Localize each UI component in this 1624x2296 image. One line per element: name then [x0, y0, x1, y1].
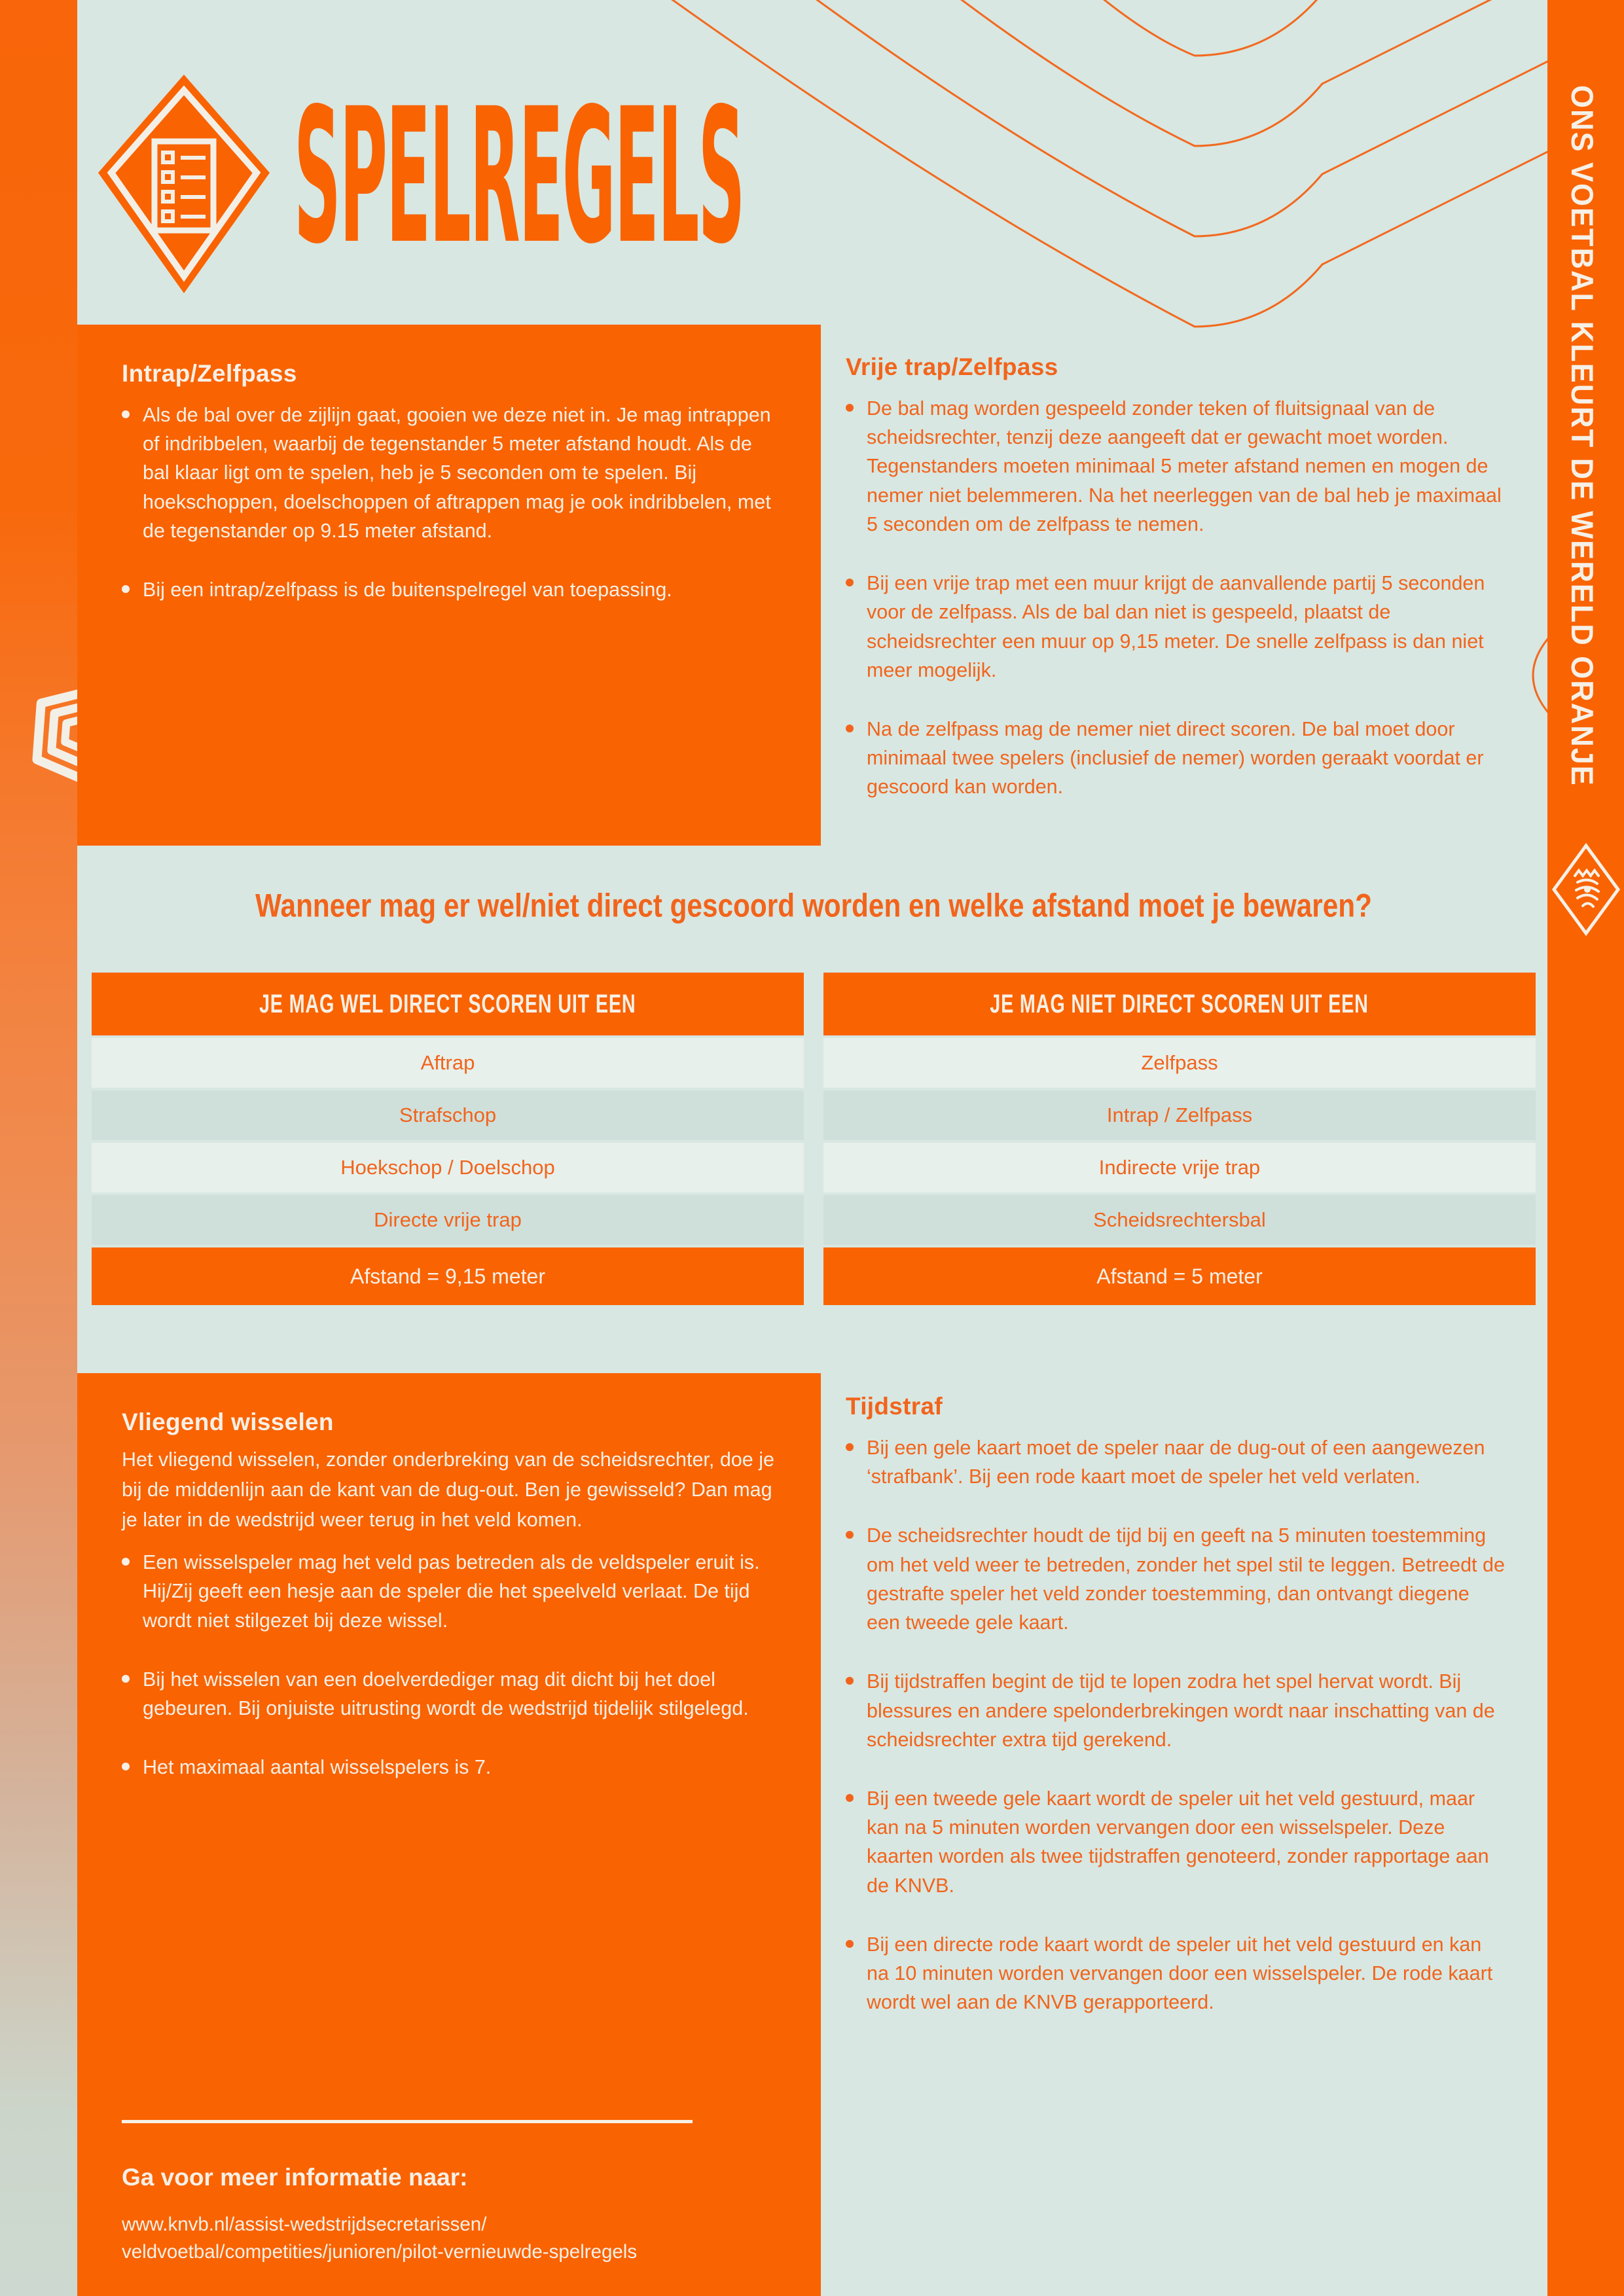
- vrije-trap-title: Vrije trap/Zelfpass: [846, 353, 1058, 380]
- bullet-dot-icon: [122, 1763, 130, 1770]
- bullet-dot-icon: [846, 1443, 854, 1451]
- tijdstraf-bullet-text: Bij tijdstraffen begint de tijd te lopen zodra het spel hervat wordt. Bij blessures en andere spelonderbrekingen wordt naar inschatting van de scheidsrechter extra tijd gerekend.: [867, 1670, 1495, 1751]
- table-footer-distance: Afstand = 9,15 meter: [92, 1247, 804, 1305]
- table-row: Zelfpass: [823, 1038, 1536, 1088]
- bullet-dot-icon: [846, 404, 854, 412]
- wisselen-bullet-text: Bij het wisselen van een doelverdediger mag dit dicht bij het doel gebeuren. Bij onjuiste uitrusting wordt de wedstrijd tijdelijk stilgelegd.: [143, 1668, 749, 1720]
- knvb-badge-icon: [1550, 842, 1622, 937]
- bullet-dot-icon: [122, 410, 130, 418]
- table-row: Aftrap: [92, 1038, 804, 1088]
- url-line: veldvoetbal/competities/junioren/pilot-vernieuwde-spelregels: [122, 2241, 638, 2263]
- scoring-tables: [92, 973, 1536, 1305]
- table-row: Intrap / Zelfpass: [823, 1090, 1536, 1140]
- bullet-dot-icon: [846, 725, 854, 732]
- intrap-title: Intrap/Zelfpass: [122, 360, 297, 387]
- table-row: Indirecte vrije trap: [823, 1143, 1536, 1193]
- left-gradient-strip: [0, 0, 77, 2296]
- bullet-dot-icon: [846, 579, 854, 586]
- table-may-score: [92, 973, 804, 1305]
- bullet-dot-icon: [846, 1677, 854, 1685]
- tijdstraf-bullet-text: Bij een gele kaart moet de speler naar de dug-out of een aangewezen ‘strafbank’. Bij een rode kaart moet de speler het veld verlaten.: [867, 1437, 1485, 1488]
- tijdstraf-bullet-text: Bij een tweede gele kaart wordt de speler uit het veld gestuurd, maar kan na 5 minuten worden vervangen door een wisselspeler. Deze kaarten worden als twee tijdstraffen genoteerd, zonder rapportage aan de KNVB.: [867, 1787, 1489, 1897]
- table-may-not-score: [823, 973, 1536, 1305]
- list-item: [122, 1548, 780, 1635]
- table-row: Strafschop: [92, 1090, 804, 1140]
- more-info-label: Ga voor meer informatie naar:: [122, 2164, 468, 2191]
- table-header-text: JE MAG NIET DIRECT SCOREN UIT EEN: [990, 988, 1369, 1018]
- section-tijdstraf: [846, 1393, 1508, 2017]
- url-line: www.knvb.nl/assist-wedstrijdsecretarissen/: [122, 2214, 487, 2236]
- vrije-trap-bullet-text: Na de zelfpass mag de nemer niet direct scoren. De bal moet door minimaal twee spelers (inclusief de nemer) worden geraakt voordat er gescoord kan worden.: [867, 717, 1484, 798]
- wisselen-title: Vliegend wisselen: [122, 1408, 334, 1435]
- list-item: [846, 569, 1508, 685]
- list-item: [846, 394, 1508, 539]
- list-item: [846, 1667, 1508, 1754]
- bullet-dot-icon: [122, 1675, 130, 1683]
- tijdstraf-title: Tijdstraf: [846, 1393, 943, 1420]
- table-row: Directe vrije trap: [92, 1195, 804, 1245]
- intrap-bullet-text: Bij een intrap/zelfpass is de buitenspelregel van toepassing.: [143, 579, 672, 601]
- table-header-text: JE MAG WEL DIRECT SCOREN UIT EEN: [259, 988, 636, 1018]
- table-header: [92, 973, 804, 1035]
- checklist-diamond-icon: [97, 73, 271, 295]
- scoring-heading: [92, 888, 1536, 923]
- list-item: [122, 1753, 780, 1782]
- wisselen-intro: Het vliegend wisselen, zonder onderbreking van de scheidsrechter, doe je bij de middenlijn aan de kant van de dug-out. Ben je gewisseld? Dan mag je later in de wedstrijd weer terug in het veld komen.: [122, 1448, 774, 1531]
- list-item: [846, 1930, 1508, 2017]
- bullet-dot-icon: [122, 585, 130, 593]
- vrije-trap-bullet-text: Bij een vrije trap met een muur krijgt de aanvallende partij 5 seconden voor de zelfpass. Als de bal dan niet is gespeeld, plaatst de scheidsrechter een muur op 9,15 meter. De snelle zelfpass is dan niet meer mogelijk.: [867, 572, 1485, 681]
- list-item: [846, 715, 1508, 802]
- table-row: Scheidsrechtersbal: [823, 1195, 1536, 1245]
- section-intrap-zelfpass: [77, 325, 821, 846]
- page-title: SPELREGELS: [294, 67, 744, 285]
- list-item: [122, 575, 780, 604]
- bullet-dot-icon: [846, 1531, 854, 1539]
- wisselen-bullet-text: Het maximaal aantal wisselspelers is 7.: [143, 1756, 492, 1779]
- tijdstraf-bullet-text: De scheidsrechter houdt de tijd bij en geeft na 5 minuten toestemming om het veld weer te betreden, zonder het spel stil te leggen. Betreedt de gestrafte speler het veld zonder toestemming, dan ontvangt diegene een tweede gele kaart.: [867, 1524, 1505, 1634]
- table-header: [823, 973, 1536, 1035]
- table-row: Hoekschop / Doelschop: [92, 1143, 804, 1193]
- tijdstraf-bullet-text: Bij een directe rode kaart wordt de speler uit het veld gestuurd en kan na 10 minuten worden vervangen door een wisselspeler. De rode kaart wordt wel aan de KNVB gerapporteerd.: [867, 1933, 1493, 2014]
- scoring-heading-text: Wanneer mag er wel/niet direct gescoord worden en welke afstand moet je bewaren?: [255, 886, 1372, 924]
- list-item: [846, 1433, 1508, 1491]
- intrap-bullet-text: Als de bal over de zijlijn gaat, gooien we deze niet in. Je mag intrappen of indribbelen, waarbij de tegenstander 5 meter afstand houdt. Als de bal klaar ligt om te spelen, heb je 5 seconden om te spelen. Bij hoekschoppen, doelschoppen of aftrappen mag je ook indribbelen, met de tegenstander op 9.15 meter afstand.: [143, 404, 771, 542]
- more-info-url: [122, 2211, 776, 2266]
- sidebar-vertical-slogan: ONS VOETBAL KLEURT DE WERELD ORANJE: [1564, 85, 1600, 787]
- wisselen-bullet-text: Een wisselspeler mag het veld pas betreden als de veldspeler eruit is. Hij/Zij geeft een hesje aan de speler die het speelveld verlaat. De tijd wordt niet stilgezet bij deze wissel.: [143, 1551, 760, 1632]
- bullet-dot-icon: [846, 1794, 854, 1802]
- footer-divider: [122, 2120, 693, 2123]
- vrije-trap-bullet-text: De bal mag worden gespeeld zonder teken of fluitsignaal van de scheidsrechter, tenzij deze aangeeft dat er gewacht moet worden. Tegenstanders moeten minimaal 5 meter afstand nemen en mogen de nemer niet belemmeren. Na het neerleggen van de bal heb je maximaal 5 seconden om de zelfpass te nemen.: [867, 397, 1502, 535]
- more-info-footer: [122, 2120, 776, 2266]
- bullet-dot-icon: [122, 1558, 130, 1566]
- section-vliegend-wisselen: [77, 1373, 821, 2296]
- section-vrije-trap: [846, 353, 1508, 802]
- list-item: [122, 1665, 780, 1723]
- list-item: [846, 1784, 1508, 1900]
- list-item: [846, 1521, 1508, 1637]
- table-footer-distance: Afstand = 5 meter: [823, 1247, 1536, 1305]
- bullet-dot-icon: [846, 1940, 854, 1948]
- list-item: [122, 401, 780, 545]
